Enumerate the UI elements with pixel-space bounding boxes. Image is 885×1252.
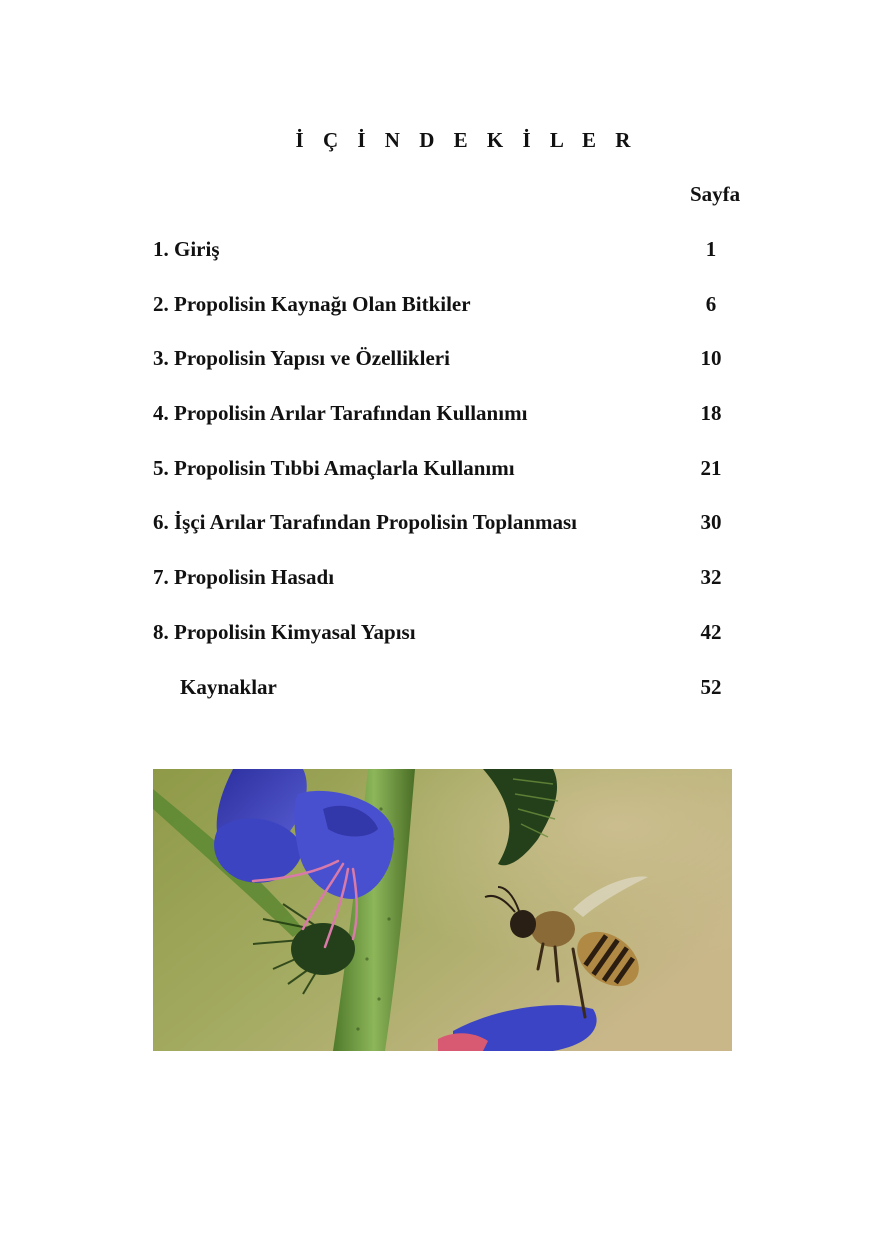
page-title: İ Ç İ N D E K İ L E R bbox=[295, 128, 638, 152]
toc-entry[interactable] bbox=[153, 510, 733, 565]
toc-entry-label: 2. Propolisin Kaynağı Olan Bitkiler bbox=[153, 291, 471, 316]
toc-entry-page: 32 bbox=[700, 565, 722, 590]
bee-and-flower-photo bbox=[153, 769, 732, 1051]
toc-entry-page: 42 bbox=[700, 619, 722, 644]
toc-entry-page: 30 bbox=[700, 510, 722, 535]
toc-entry-page: 52 bbox=[700, 674, 722, 699]
toc-entry-page: 21 bbox=[700, 455, 722, 480]
toc-entry-page: 1 bbox=[705, 237, 717, 261]
toc-entry[interactable] bbox=[153, 401, 733, 456]
toc-entry[interactable] bbox=[153, 346, 733, 401]
toc-entry-label: 6. İşçi Arılar Tarafından Propolisin Toplanması bbox=[153, 510, 578, 535]
toc-entry-label: 8. Propolisin Kimyasal Yapısı bbox=[153, 619, 416, 644]
toc-entry[interactable] bbox=[153, 456, 733, 511]
toc-entry-label: 3. Propolisin Yapısı ve Özellikleri bbox=[153, 346, 450, 371]
toc-entry[interactable] bbox=[153, 237, 733, 292]
toc-entry-label: 5. Propolisin Tıbbi Amaçlarla Kullanımı bbox=[153, 455, 515, 480]
toc-entry[interactable] bbox=[153, 565, 733, 620]
toc-entry-label: Kaynaklar bbox=[180, 674, 277, 699]
toc-entry-page: 18 bbox=[700, 401, 722, 426]
toc-entry[interactable] bbox=[153, 292, 733, 347]
toc-entry-label: 7. Propolisin Hasadı bbox=[153, 565, 335, 590]
toc-entry[interactable] bbox=[153, 620, 733, 675]
toc-entry-label: 4. Propolisin Arılar Tarafından Kullanımı bbox=[153, 401, 528, 426]
toc-entry-label: 1. Giriş bbox=[153, 237, 220, 261]
toc-entry-references[interactable] bbox=[153, 675, 733, 730]
toc-entry-page: 6 bbox=[705, 291, 717, 316]
page-column-header: Sayfa bbox=[690, 182, 741, 206]
toc-entry-page: 10 bbox=[700, 346, 722, 371]
table-of-contents bbox=[153, 237, 733, 729]
